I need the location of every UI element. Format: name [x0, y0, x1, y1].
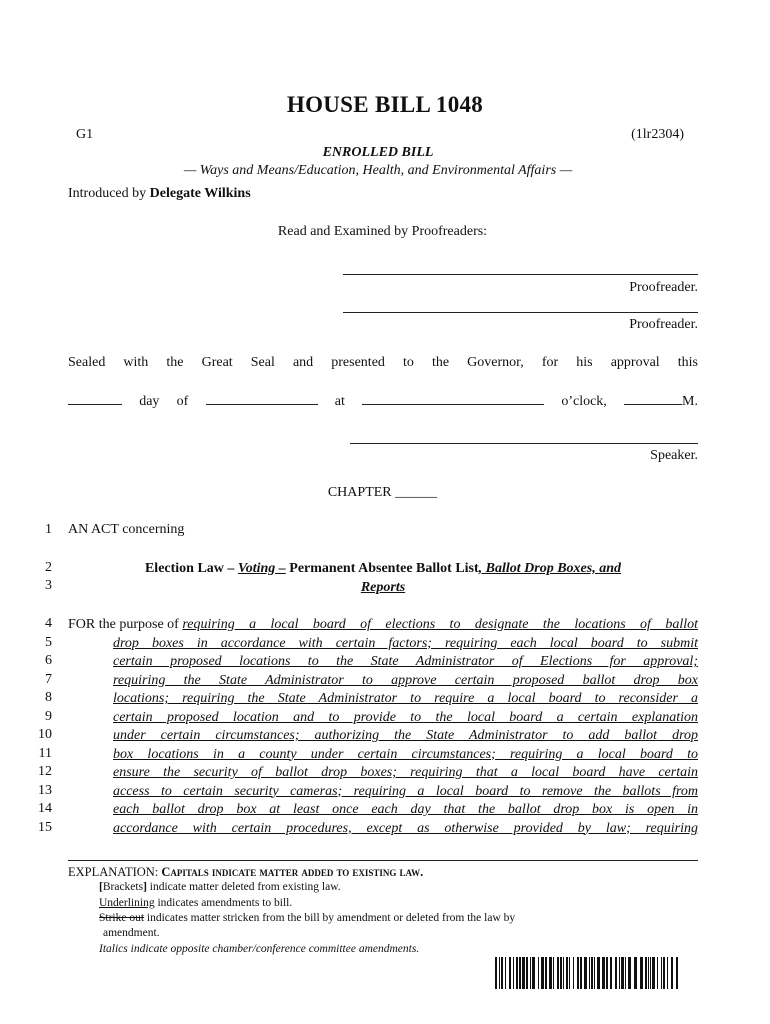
bill-title: HOUSE BILL 1048: [286, 92, 484, 117]
line-number: 10: [38, 727, 52, 742]
line-number: 3: [45, 578, 52, 593]
line-number: 7: [45, 671, 52, 687]
bill-draft-number: (1lr2304): [631, 127, 684, 142]
purpose-line: drop boxes in accordance with certain factors; requiring each local board to submit: [113, 635, 698, 651]
explanation-underlining: [99, 897, 292, 909]
barcode-bar: [645, 957, 647, 989]
explanation-heading: [68, 865, 423, 880]
introduced-prefix: Introduced by: [68, 186, 150, 201]
barcode-bar: [509, 957, 511, 989]
sealed-sentence: Sealed with the Great Seal and presented to the Governor, for his approval this: [68, 355, 698, 370]
purpose-prefix: FOR the purpose of: [68, 617, 183, 632]
explanation-brackets: [99, 881, 341, 893]
title-voting: Voting –: [237, 561, 286, 576]
bill-code: G1: [76, 127, 94, 142]
title-part-2: Permanent Absentee Ballot List: [285, 561, 479, 576]
barcode-bar: [594, 957, 595, 989]
meridiem-blank: [624, 392, 682, 405]
purpose-line: requiring the State Administrator to approve certain proposed ballot drop box: [113, 672, 698, 688]
purpose-line: locations; requiring the State Administrator to require a local board to reconsider a: [113, 691, 698, 706]
purpose-line: under certain circumstances; authorizing the State Administrator to add ballot drop: [113, 728, 698, 743]
line-number: 4: [45, 616, 52, 631]
barcode-bar: [663, 957, 665, 989]
proofreaders-heading: Read and Examined by Proofreaders:: [277, 224, 488, 239]
enrolled-label: ENROLLED BILL: [322, 145, 434, 160]
proofreader-label-1: Proofreader.: [629, 280, 698, 295]
barcode-bar: [652, 957, 655, 989]
barcode-bar: [602, 957, 605, 989]
purpose-line: box locations in a county under certain circumstances; requiring a local board to: [113, 746, 698, 762]
barcode-bar: [619, 957, 620, 989]
barcode-bar: [625, 957, 626, 989]
purpose-line: certain proposed location and to provide to the local board a certain explanation: [113, 709, 698, 725]
barcode-bar: [584, 957, 587, 989]
proofreader-signature-line-2: [343, 312, 698, 313]
barcode-bar: [606, 957, 608, 989]
barcode-bar: [519, 957, 521, 989]
barcode-bar: [505, 957, 506, 989]
line-number: 14: [38, 801, 52, 816]
line-number: 13: [38, 782, 52, 798]
line-number: 12: [38, 764, 52, 779]
committees-line: — Ways and Means/Education, Health, and Environmental Affairs —: [183, 163, 573, 178]
purpose-line: certain proposed locations to the State Administrator of Elections for approval;: [113, 654, 698, 669]
barcode-bar: [671, 957, 673, 989]
line-number: 1: [45, 522, 52, 537]
proofreader-label-2: Proofreader.: [629, 317, 698, 332]
barcode-bar: [566, 957, 568, 989]
month-blank: [206, 392, 318, 405]
barcode-bar: [610, 957, 612, 989]
of-label: of: [176, 394, 189, 409]
purpose-line: ensure the security of ballot drop boxes; requiring that a local board have certain: [113, 765, 698, 780]
barcode-bar: [597, 957, 600, 989]
line-number: 11: [38, 745, 52, 761]
title-part-3: , Ballot Drop Boxes, and: [478, 561, 622, 576]
explanation-caps: Capitals indicate matter added to existing law.: [161, 865, 424, 879]
barcode-bar: [538, 957, 539, 989]
title-part-1: Election Law –: [144, 561, 238, 576]
explanation-italics: Italics indicate opposite chamber/conference committee amendments.: [99, 943, 420, 955]
barcode-bar: [569, 957, 570, 989]
barcode-bar: [573, 957, 574, 989]
line-number: 9: [45, 708, 52, 724]
chapter-line: CHAPTER ______: [327, 485, 438, 500]
explanation-strike: [99, 912, 515, 924]
barcode-image: [495, 957, 680, 989]
barcode-bar: [499, 957, 500, 989]
barcode-bar: [563, 957, 564, 989]
barcode-bar: [648, 957, 649, 989]
footer-rule: [68, 860, 698, 861]
act-concerning: AN ACT concerning: [68, 522, 185, 537]
purpose-line: each ballot drop box at least once each day that the ballot drop box is open in: [113, 802, 698, 817]
underlining-word: Underlining: [99, 897, 155, 909]
barcode-bar: [589, 957, 590, 989]
barcode-bar: [541, 957, 544, 989]
barcode-bar: [661, 957, 662, 989]
barcode-bar: [667, 957, 668, 989]
barcode-bar: [513, 957, 514, 989]
barcode-bar: [577, 957, 579, 989]
barcode-bar: [580, 957, 582, 989]
proofreader-signature-line-1: [343, 274, 698, 275]
barcode-bar: [628, 957, 631, 989]
barcode-bar: [650, 957, 651, 989]
bracket-open: [: [99, 881, 103, 893]
bracket-close: ]: [143, 881, 147, 893]
barcode-bar: [634, 957, 637, 989]
day-blank: [68, 392, 122, 405]
purpose-line: access to certain security cameras; requiring a local board to remove the ballots from: [113, 783, 698, 799]
at-label: at: [334, 394, 345, 409]
purpose-text: requiring a local board of elections to designate the locations of ballot: [182, 617, 698, 632]
barcode-bar: [621, 957, 624, 989]
barcode-bar: [495, 957, 497, 989]
barcode-bar: [553, 957, 554, 989]
line-number: 15: [38, 819, 52, 835]
explanation-strike-continued: amendment.: [103, 927, 160, 939]
barcode-bar: [545, 957, 547, 989]
meridiem-label: M.: [682, 394, 698, 409]
brackets-rest: indicate matter deleted from existing law.: [146, 881, 341, 893]
barcode-bar: [516, 957, 518, 989]
purpose-line: accordance with certain procedures, except as otherwise provided by law; requiring: [113, 820, 698, 836]
barcode-bar: [557, 957, 559, 989]
barcode-bar: [501, 957, 503, 989]
barcode-bar: [676, 957, 678, 989]
strike-word: Strike out: [99, 912, 145, 924]
title-reports: Reports: [360, 579, 406, 595]
strike-rest: indicates matter stricken from the bill by amendment or deleted from the law by: [144, 912, 516, 924]
line-number: 5: [45, 634, 52, 650]
barcode-bar: [640, 957, 643, 989]
speaker-signature-line: [350, 443, 698, 444]
sponsor-name: Delegate Wilkins: [149, 186, 251, 201]
oclock-label: o’clock,: [561, 394, 607, 409]
barcode-bar: [657, 957, 658, 989]
barcode-bar: [615, 957, 617, 989]
explanation-label: EXPLANATION:: [68, 865, 162, 879]
barcode-bar: [549, 957, 552, 989]
introduced-by: [68, 186, 251, 202]
purpose-line: [68, 616, 698, 635]
date-time-line: [68, 392, 698, 410]
speaker-label: Speaker.: [650, 448, 698, 463]
line-number: 8: [45, 690, 52, 705]
barcode-bar: [526, 957, 528, 989]
time-blank: [362, 392, 544, 405]
barcode-bar: [530, 957, 531, 989]
line-number: 2: [45, 560, 52, 575]
barcode-bar: [560, 957, 562, 989]
barcode-bar: [532, 957, 535, 989]
barcode-bar: [591, 957, 593, 989]
brackets-word: Brackets: [102, 881, 144, 893]
line-number: 6: [45, 653, 52, 668]
underlining-rest: indicates amendments to bill.: [154, 897, 293, 909]
day-label: day: [139, 394, 160, 409]
bill-short-title: [68, 560, 698, 597]
barcode-bar: [522, 957, 525, 989]
